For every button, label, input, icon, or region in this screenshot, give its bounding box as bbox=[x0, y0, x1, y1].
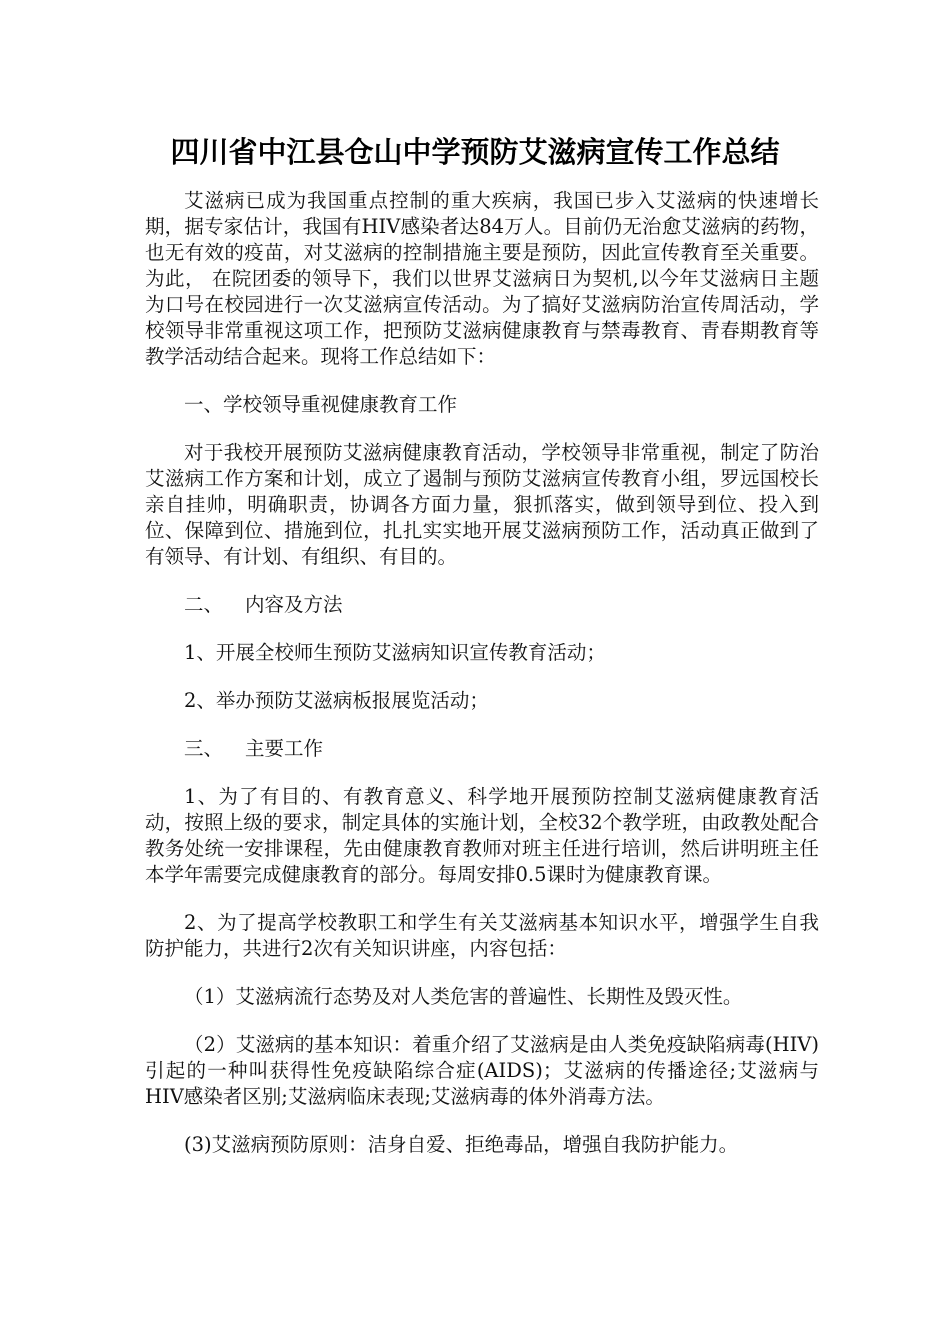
section-3-number: 三、 bbox=[184, 737, 224, 760]
section-2-item-1: 1、开展全校师生预防艾滋病知识宣传教育活动； bbox=[184, 641, 606, 664]
section-2-title: 内容及方法 bbox=[245, 593, 343, 616]
section-1-paragraph: 对于我校开展预防艾滋病健康教育活动，学校领导非常重视，制定了防治艾滋病工作方案和计划，成立了遏制与预防艾滋病宣传教育小组，罗远国校长亲自挂帅，明确职责，协调各方面力量，狠抓落实，做到领导到位、投入到位、保障到位、措施到位，扎扎实实地开展艾滋病预防工作，活动真正做到了有领导、有计划、有组织、有目的。 bbox=[145, 441, 819, 568]
section-3-subitem-3: (3)艾滋病预防原则：洁身自爱、拒绝毒品，增强自我防护能力。 bbox=[184, 1133, 739, 1156]
section-3-paragraph-1: 1、为了有目的、有教育意义、科学地开展预防控制艾滋病健康教育活动，按照上级的要求，制定具体的实施计划，全校32个教学班，由政教处配合教务处统一安排课程，先由健康教育教师对班主任进行培训，然后讲明班主任本学年需要完成健康教育的部分。每周安排0.5课时为健康教育课。 bbox=[145, 785, 819, 886]
section-3-title: 主要工作 bbox=[245, 737, 324, 760]
section-2-heading bbox=[145, 592, 819, 618]
section-3-heading bbox=[145, 736, 819, 762]
section-3-subitem-2: （2）艾滋病的基本知识：着重介绍了艾滋病是由人类免疫缺陷病毒(HIV)引起的一种叫获得性免疫缺陷综合症(AIDS)；艾滋病的传播途径;艾滋病与HIV感染者区别;艾滋病临床表现;艾滋病毒的体外消毒方法。 bbox=[145, 1033, 819, 1108]
intro-paragraph: 艾滋病已成为我国重点控制的重大疾病，我国已步入艾滋病的快速增长期，据专家估计，我国有HIV感染者达84万人。目前仍无治愈艾滋病的药物，也无有效的疫苗，对艾滋病的控制措施主要是预防，因此宣传教育至关重要。为此， 在院团委的领导下，我们以世界艾滋病日为契机,以今年艾滋病日主题为口号在校园进行一次艾滋病宣传活动。为了搞好艾滋病防治宣传周活动，学校领导非常重视这项工作，把预防艾滋病健康教育与禁毒教育、青春期教育等教学活动结合起来。现将工作总结如下： bbox=[145, 189, 819, 368]
section-2-number: 二、 bbox=[184, 593, 224, 616]
section-2-item-2: 2、举办预防艾滋病板报展览活动； bbox=[184, 689, 489, 712]
document-body bbox=[145, 188, 819, 1158]
section-3-subitem-1: （1）艾滋病流行态势及对人类危害的普遍性、长期性及毁灭性。 bbox=[184, 985, 743, 1008]
section-1-heading: 一、学校领导重视健康教育工作 bbox=[184, 393, 458, 416]
document-title: 四川省中江县仓山中学预防艾滋病宣传工作总结 bbox=[170, 135, 780, 169]
section-3-paragraph-2: 2、为了提高学校教职工和学生有关艾滋病基本知识水平，增强学生自我防护能力，共进行2次有关知识讲座，内容包括： bbox=[145, 911, 819, 960]
